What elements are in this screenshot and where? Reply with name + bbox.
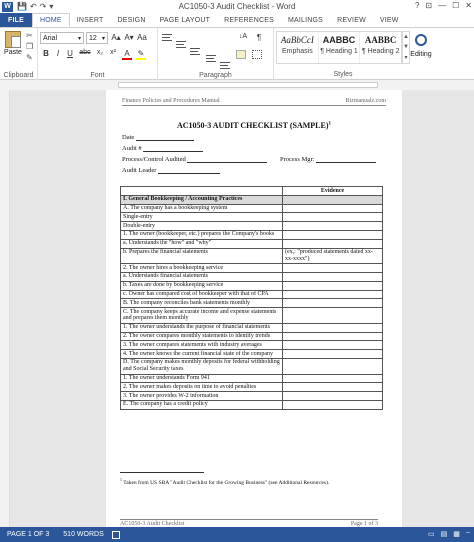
date-field	[122, 134, 194, 141]
horizontal-ruler[interactable]	[0, 80, 474, 90]
table-row	[121, 204, 383, 213]
close-button[interactable]: ✕	[465, 1, 472, 10]
paste-label: Paste	[4, 49, 22, 56]
vertical-ruler[interactable]	[0, 90, 10, 527]
evidence-cell[interactable]	[283, 204, 383, 213]
evidence-cell[interactable]	[283, 350, 383, 359]
evidence-cell[interactable]	[283, 308, 383, 324]
footnote-text: Taken from US SBA "Audit Checklist for the Growing Business" (see Additional Resources).	[123, 479, 330, 486]
table-row	[121, 308, 383, 324]
paragraph-group-label: Paragraph	[199, 72, 232, 79]
footer-left: AC1050-3 Audit Checklist	[120, 521, 185, 527]
editing-button[interactable]	[410, 34, 432, 58]
change-case-button[interactable]: Aa	[137, 33, 147, 42]
copy-icon[interactable]: ❐	[26, 42, 34, 51]
paragraph-group	[158, 28, 274, 80]
highlight-icon[interactable]: ✎	[137, 49, 145, 58]
table-row	[121, 248, 383, 264]
header-right: Bizmanualz.com	[345, 98, 386, 104]
styles-group-label: Styles	[333, 71, 353, 78]
footnote-separator	[120, 472, 204, 473]
web-layout-icon[interactable]: ▦	[453, 531, 460, 538]
style-name: Emphasis	[281, 48, 313, 55]
audit-field	[122, 145, 203, 152]
checklist-item-cell[interactable]: 4. The owner knows the current financial state of the company	[121, 350, 283, 359]
editing-label: Editing	[410, 51, 432, 58]
tab-page-layout[interactable]: PAGE LAYOUT	[159, 16, 211, 24]
audit-checklist-table	[120, 186, 383, 410]
ribbon-tabs	[0, 13, 474, 28]
format-painter-icon[interactable]: ✎	[26, 53, 33, 62]
checklist-item-cell[interactable]: 3. The owner compares statements with industry averages	[121, 341, 283, 350]
date-line[interactable]	[136, 135, 194, 141]
superscript-button[interactable]: x²	[110, 49, 116, 56]
paste-button[interactable]	[3, 31, 23, 56]
checklist-item-cell[interactable]: D. The company makes monthly deposits for federal withholding and Social Security taxes	[121, 358, 283, 374]
page-header	[122, 98, 386, 106]
style-preview: AaBbCcI	[280, 35, 314, 45]
proofing-icon[interactable]	[112, 531, 120, 539]
checklist-item-cell[interactable]: 2. The owner hires a bookkeeping service	[121, 264, 283, 273]
section-row	[121, 195, 383, 204]
checklist-item-cell[interactable]: Double-entry	[121, 222, 283, 231]
chevron-up-icon[interactable]: ▲	[403, 34, 409, 40]
evidence-cell[interactable]	[283, 400, 383, 409]
audit-leader-line[interactable]	[158, 168, 220, 174]
evidence-cell[interactable]	[283, 213, 383, 222]
table-row	[121, 272, 383, 281]
ribbon-display-icon[interactable]: ⊡	[425, 1, 433, 10]
table-row	[121, 281, 383, 290]
font-name-value: Arial	[43, 34, 58, 42]
clipboard-group	[0, 28, 38, 80]
checklist-item-cell[interactable]: I. General Bookkeeping / Accounting Practices	[121, 195, 283, 204]
footnote-number: 1	[120, 477, 122, 482]
checklist-item-cell[interactable]: a. Understands financial statements	[121, 272, 283, 281]
checklist-item-cell[interactable]: c. Owner has compared cost of bookkeeper with that of CPA	[121, 290, 283, 299]
table-row	[121, 222, 383, 231]
chevron-down-icon: ▾	[101, 35, 105, 42]
tab-mailings[interactable]: MAILINGS	[288, 16, 324, 24]
strikethrough-button[interactable]: abc	[79, 49, 91, 56]
font-size-value: 12	[89, 34, 97, 42]
evidence-cell[interactable]: (ex,: "produced statements dated xx-xx-xxxx")	[283, 248, 383, 264]
ruler-track	[118, 82, 378, 88]
footer-right: Page 1 of 3	[350, 521, 378, 527]
table-header-row	[121, 187, 383, 196]
style-preview: AABBC	[322, 35, 356, 45]
font-color-button[interactable]: A	[122, 49, 132, 60]
evidence-cell[interactable]	[283, 195, 383, 204]
process-label: Process/Control Audited	[122, 156, 186, 163]
style-name: ¶ Heading 1	[320, 48, 358, 55]
checklist-item-cell[interactable]: 1. The owner understands the purpose of financial statements	[121, 323, 283, 332]
style-name: ¶ Heading 2	[361, 48, 400, 55]
tab-design[interactable]: DESIGN	[117, 16, 146, 24]
borders-icon[interactable]	[252, 50, 262, 59]
clipboard-group-label: Clipboard	[3, 72, 34, 79]
maximize-button[interactable]: ☐	[452, 1, 460, 10]
checklist-item-cell[interactable]: 2. The owner compares monthly statements to identify trends	[121, 332, 283, 341]
process-mgr-line[interactable]	[316, 157, 376, 163]
table-row	[121, 290, 383, 299]
header-left: Finance Policies and Procedures Manual	[122, 98, 220, 104]
word-count[interactable]: 510 WORDS	[63, 531, 104, 538]
title-text: AC1050-3 AUDIT CHECKLIST (SAMPLE)	[176, 121, 329, 130]
table-row	[121, 239, 383, 248]
checklist-item-cell[interactable]: C. The company keeps accurate income and expense statements and prepares them monthly	[121, 308, 283, 324]
evidence-cell[interactable]	[283, 230, 383, 239]
table-row	[121, 341, 383, 350]
table-row	[121, 332, 383, 341]
page-footer	[120, 519, 378, 527]
chevron-down-icon: ▾	[77, 35, 81, 42]
more-icon[interactable]: ▾	[404, 55, 408, 61]
style-preview: AABBC	[364, 35, 397, 45]
evidence-cell[interactable]	[283, 239, 383, 248]
page-count[interactable]: PAGE 1 OF 3	[7, 531, 50, 538]
evidence-cell[interactable]	[283, 299, 383, 308]
process-line[interactable]	[187, 157, 267, 163]
tab-home[interactable]: HOME	[32, 13, 70, 27]
table-row	[121, 392, 383, 401]
evidence-cell[interactable]	[283, 222, 383, 231]
audit-leader-field	[122, 167, 220, 174]
tab-file[interactable]: FILE	[0, 13, 32, 27]
bold-button[interactable]: B	[43, 49, 49, 58]
table-row	[121, 400, 383, 409]
tab-references[interactable]: REFERENCES	[224, 16, 274, 24]
checklist-item-cell[interactable]: 1. The owner (bookkeeper, etc.) prepares the Company's books	[121, 230, 283, 239]
window-title: AC1050-3 Audit Checklist - Word	[178, 2, 296, 11]
save-icon[interactable]: 💾	[17, 2, 27, 11]
evidence-cell[interactable]	[283, 332, 383, 341]
title-footnote-ref: 1	[328, 121, 331, 127]
title-bar	[0, 0, 474, 13]
date-label: Date	[122, 134, 135, 141]
font-name-select[interactable]	[40, 32, 84, 44]
checklist-item-cell[interactable]: 2. The owner makes deposits on time to avoid penalties	[121, 383, 283, 392]
find-icon	[415, 34, 427, 46]
word-app-icon: W	[2, 2, 13, 12]
evidence-header: Evidence	[283, 187, 383, 196]
subscript-button[interactable]: x₂	[96, 49, 104, 56]
table-row	[121, 374, 383, 383]
style-heading-2[interactable]	[360, 32, 401, 63]
checklist-item-cell[interactable]: B. The company reconciles bank statements monthly	[121, 299, 283, 308]
shading-icon[interactable]	[236, 50, 246, 59]
increase-indent-icon[interactable]	[220, 62, 230, 69]
decrease-indent-icon[interactable]	[206, 55, 216, 62]
evidence-cell[interactable]	[283, 290, 383, 299]
sort-button[interactable]: ↓A	[238, 33, 248, 40]
tab-view[interactable]: VIEW	[379, 16, 399, 24]
evidence-cell[interactable]	[283, 341, 383, 350]
audit-leader-label: Audit Leader	[122, 167, 157, 174]
multilevel-list-icon[interactable]	[190, 48, 200, 55]
footnote	[120, 477, 390, 486]
style-heading-1[interactable]	[319, 32, 361, 63]
document-title	[106, 121, 402, 130]
tab-review[interactable]: REVIEW	[337, 16, 366, 24]
window-controls	[415, 1, 472, 10]
status-bar	[0, 527, 474, 542]
evidence-cell[interactable]	[283, 392, 383, 401]
checklist-body	[121, 187, 383, 410]
customize-qat-icon[interactable]: ▾	[49, 2, 54, 11]
document-page[interactable]	[106, 90, 402, 527]
table-row	[121, 358, 383, 374]
styles-gallery	[276, 31, 402, 64]
style-emphasis[interactable]	[277, 32, 319, 63]
checklist-item-cell[interactable]: a. Understands the "how" and "why"	[121, 239, 283, 248]
evidence-cell[interactable]	[283, 272, 383, 281]
checklist-item-cell[interactable]: E. The company has a credit policy	[121, 400, 283, 409]
help-icon[interactable]: ?	[414, 1, 420, 10]
evidence-cell[interactable]	[283, 383, 383, 392]
read-mode-icon[interactable]: ▭	[428, 531, 435, 538]
evidence-cell[interactable]	[283, 264, 383, 273]
redo-icon[interactable]: ↷	[39, 2, 47, 11]
styles-scroll[interactable]	[402, 31, 410, 64]
audit-line[interactable]	[143, 146, 203, 152]
chevron-down-icon[interactable]: ▼	[403, 44, 409, 50]
evidence-cell[interactable]	[283, 358, 383, 374]
font-group	[38, 28, 158, 80]
paste-icon	[5, 31, 21, 48]
process-mgr-field	[280, 156, 376, 163]
checklist-item-cell[interactable]: A. The company has a bookkeeping system	[121, 204, 283, 213]
table-row	[121, 323, 383, 332]
bullets-icon[interactable]	[162, 34, 172, 41]
undo-icon[interactable]: ↶	[29, 2, 37, 11]
audit-label: Audit #	[122, 145, 142, 152]
table-row	[121, 230, 383, 239]
show-marks-button[interactable]: ¶	[256, 33, 262, 42]
process-field	[122, 156, 267, 163]
numbering-icon[interactable]	[176, 41, 186, 48]
italic-button[interactable]: I	[56, 49, 60, 58]
font-size-select[interactable]	[86, 32, 108, 44]
cut-icon[interactable]: ✂	[26, 31, 33, 40]
shrink-font-button[interactable]: A▾	[124, 33, 134, 42]
table-row	[121, 213, 383, 222]
font-group-label: Font	[90, 72, 105, 79]
table-row	[121, 299, 383, 308]
minimize-button[interactable]: —	[438, 1, 447, 10]
header-blank-cell	[121, 187, 283, 196]
ribbon	[0, 28, 474, 80]
table-row	[121, 264, 383, 273]
process-mgr-label: Process Mgr:	[280, 156, 315, 163]
checklist-item-cell[interactable]: b. Taxes are done by bookkeeping service	[121, 281, 283, 290]
underline-button[interactable]: U	[67, 49, 73, 58]
zoom-out-icon[interactable]: −	[465, 530, 470, 537]
checklist-item-cell[interactable]: 3. The owner provides W-2 information	[121, 392, 283, 401]
evidence-cell[interactable]	[283, 374, 383, 383]
table-row	[121, 350, 383, 359]
checklist-item-cell[interactable]: Single-entry	[121, 213, 283, 222]
checklist-item-cell[interactable]: 1. The owner understands Form 941	[121, 374, 283, 383]
table-row	[121, 383, 383, 392]
grow-font-button[interactable]: A▴	[111, 33, 121, 42]
evidence-cell[interactable]	[283, 323, 383, 332]
print-layout-icon[interactable]: ▤	[440, 531, 448, 538]
checklist-item-cell[interactable]: b. Prepares the financial statements	[121, 248, 283, 264]
view-controls	[428, 530, 470, 538]
evidence-cell[interactable]	[283, 281, 383, 290]
tab-insert[interactable]: INSERT	[76, 16, 104, 24]
